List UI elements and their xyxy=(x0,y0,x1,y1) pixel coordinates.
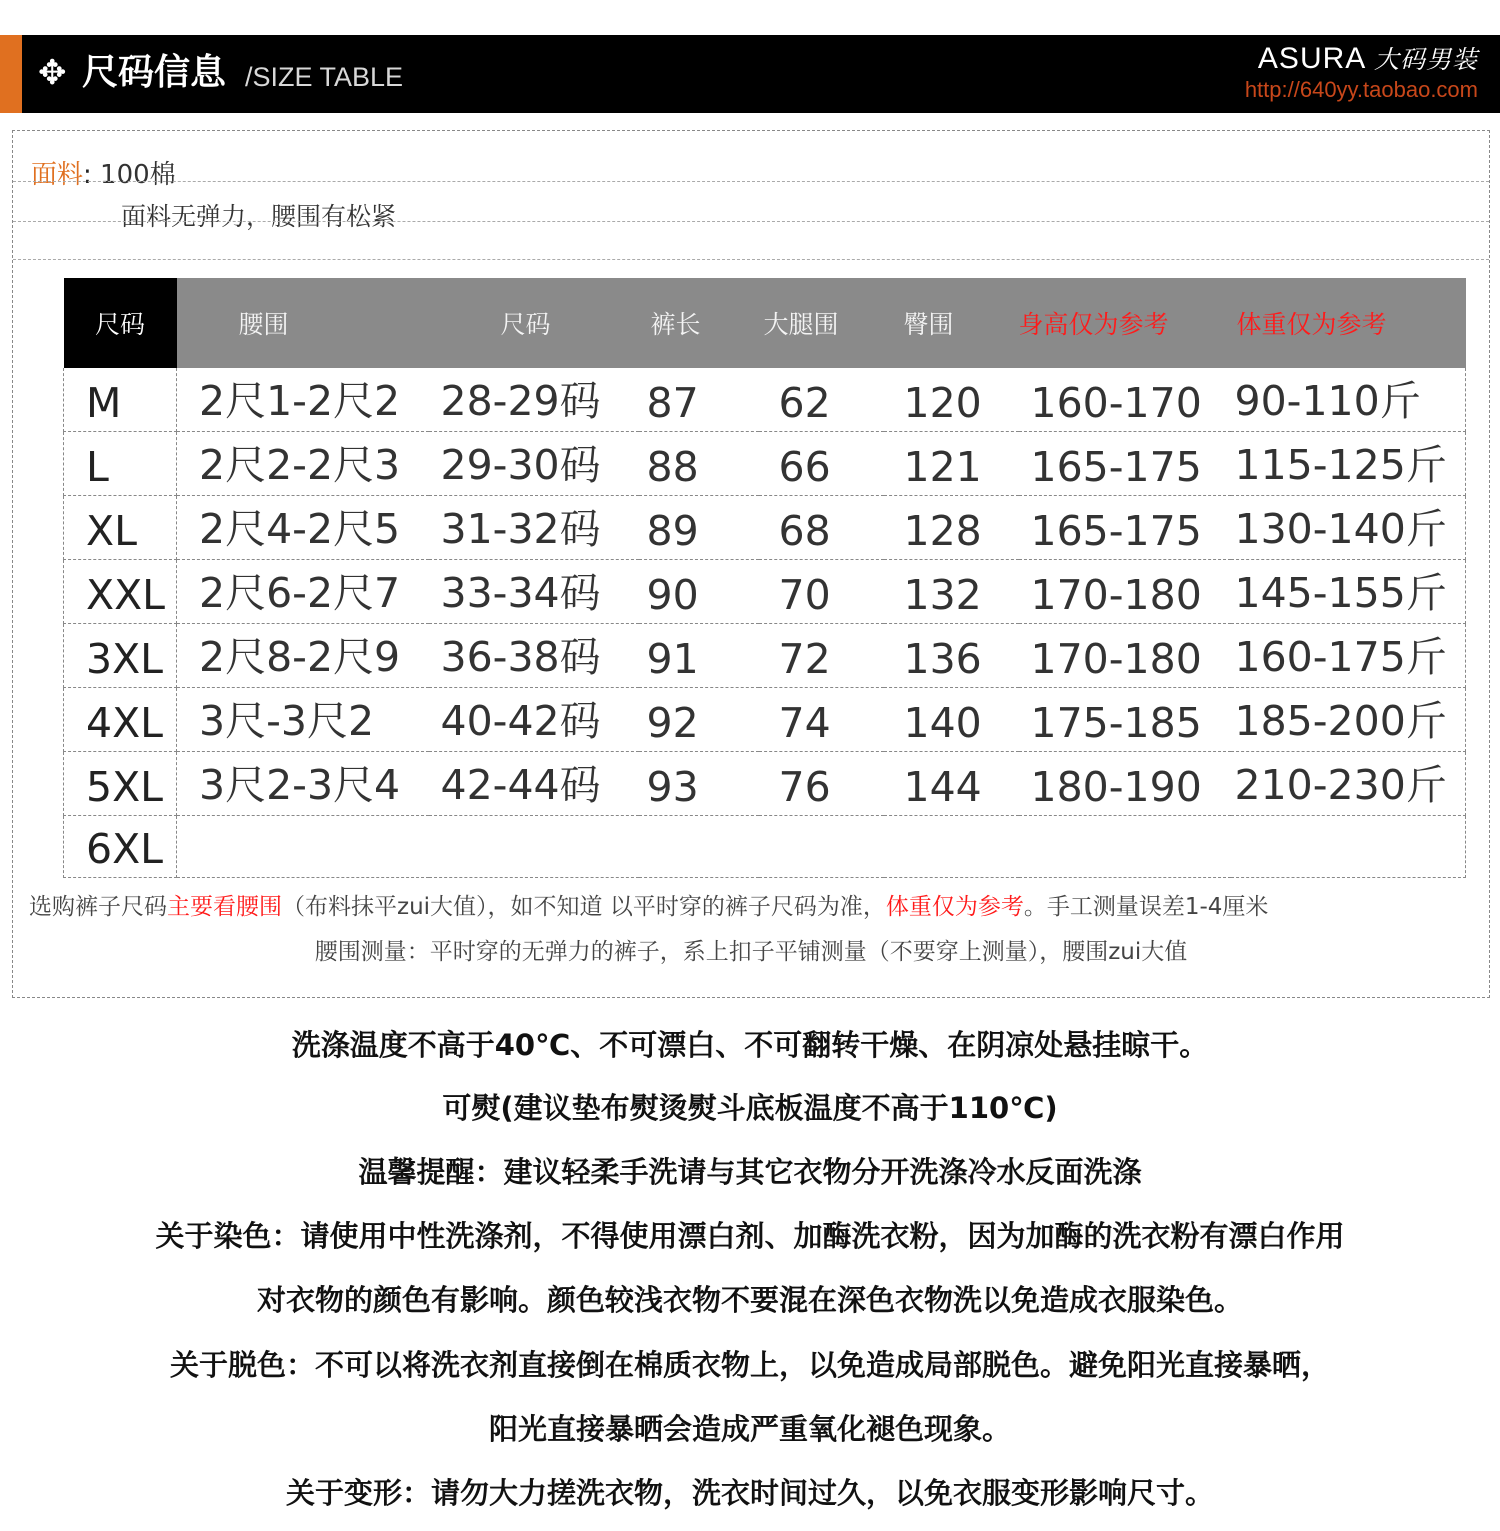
cell-value: 36-38码 xyxy=(440,633,601,681)
cell-value: 90-110斤 xyxy=(1234,377,1421,425)
table-cell xyxy=(177,688,429,752)
table-cell xyxy=(639,432,759,496)
header-accent xyxy=(0,35,22,113)
cell-value: 42-44码 xyxy=(440,761,601,809)
table-cell xyxy=(1231,688,1466,752)
cell-value xyxy=(1019,863,1031,867)
cell-value: 160-175斤 xyxy=(1234,633,1447,681)
cell-value: 62 xyxy=(778,379,831,427)
table-header-row xyxy=(64,278,1466,368)
waist-measure-note: 腰围测量：平时穿的无弹力的裤子，系上扣子平铺测量（不要穿上测量），腰围zui大值 xyxy=(314,939,1188,965)
cell-value: XL xyxy=(86,507,137,555)
cell-value: 140 xyxy=(903,699,982,747)
cell-value: 76 xyxy=(778,763,831,811)
cell-value: 130-140斤 xyxy=(1234,505,1447,553)
table-cell xyxy=(884,368,1019,432)
cell-value: 28-29码 xyxy=(440,377,601,425)
note-highlight: 体重仅为参考 xyxy=(885,894,1024,920)
table-cell xyxy=(177,624,429,688)
table-cell xyxy=(64,816,177,878)
table-row xyxy=(64,816,1466,878)
divider xyxy=(13,181,1489,182)
header-bar xyxy=(0,35,1500,113)
table-cell xyxy=(639,624,759,688)
cell-value: 136 xyxy=(903,635,982,683)
table-cell xyxy=(177,496,429,560)
table-cell xyxy=(177,368,429,432)
table-cell xyxy=(1019,624,1231,688)
table-cell xyxy=(64,560,177,624)
table-cell xyxy=(759,752,884,816)
fabric-line xyxy=(31,159,176,191)
care-line: 温馨提醒：建议轻柔手洗请与其它衣物分开洗涤冷水反面洗涤 xyxy=(358,1155,1142,1189)
cell-value: 144 xyxy=(903,763,982,811)
move-cross-icon: ✥ xyxy=(38,53,67,93)
table-cell xyxy=(639,560,759,624)
table-cell xyxy=(759,624,884,688)
cell-value xyxy=(759,863,779,867)
cell-value xyxy=(1231,863,1235,867)
col-header-height: 身高仅为参考 xyxy=(1019,278,1231,368)
table-cell xyxy=(1231,432,1466,496)
cell-value: 5XL xyxy=(86,763,164,811)
cell-value: 68 xyxy=(778,507,831,555)
care-line: 可熨(建议垫布熨烫熨斗底板温度不高于110℃) xyxy=(442,1091,1058,1125)
care-line: 洗涤温度不高于40℃、不可漂白、不可翻转干燥、在阴凉处悬挂晾干。 xyxy=(291,1028,1209,1062)
cell-value: 6XL xyxy=(86,825,164,873)
table-cell xyxy=(64,496,177,560)
table-cell xyxy=(64,752,177,816)
cell-value: 121 xyxy=(903,443,982,491)
table-cell xyxy=(1231,560,1466,624)
table-cell xyxy=(884,816,1019,878)
col-header-size: 尺码 xyxy=(64,278,177,368)
cell-value: 165-175 xyxy=(1030,443,1202,491)
cell-value: 91 xyxy=(646,635,699,683)
table-cell xyxy=(639,816,759,878)
care-line: 关于染色：请使用中性洗涤剂，不得使用漂白剂、加酶洗衣粉，因为加酶的洗衣粉有漂白作用 xyxy=(155,1219,1345,1253)
table-cell xyxy=(884,688,1019,752)
cell-value: 165-175 xyxy=(1030,507,1202,555)
table-cell xyxy=(1231,816,1466,878)
cell-value: 2尺8-2尺9 xyxy=(199,633,401,681)
care-line: 关于变形：请勿大力搓洗衣物，洗衣时间过久，以免衣服变形影响尺寸。 xyxy=(285,1476,1214,1510)
divider xyxy=(13,259,1489,260)
cell-value: 175-185 xyxy=(1030,699,1202,747)
table-cell xyxy=(429,752,639,816)
table-cell xyxy=(759,816,884,878)
table-cell xyxy=(884,752,1019,816)
table-cell xyxy=(1019,496,1231,560)
cell-value: 92 xyxy=(646,699,699,747)
fabric-label: 面料 xyxy=(31,160,84,190)
table-cell xyxy=(639,496,759,560)
table-row xyxy=(64,560,1466,624)
table-cell xyxy=(64,368,177,432)
table-cell xyxy=(759,688,884,752)
cell-value: 210-230斤 xyxy=(1234,761,1447,809)
cell-value: 3尺-3尺2 xyxy=(199,697,375,745)
table-cell xyxy=(884,496,1019,560)
cell-value: 2尺1-2尺2 xyxy=(199,377,401,425)
table-cell xyxy=(759,368,884,432)
table-cell xyxy=(1231,368,1466,432)
cell-value xyxy=(884,863,904,867)
cell-value: L xyxy=(86,443,109,491)
size-table xyxy=(63,278,1466,878)
cell-value: 120 xyxy=(903,379,982,427)
cell-value: 87 xyxy=(646,379,699,427)
cell-value: 29-30码 xyxy=(440,441,601,489)
table-row xyxy=(64,688,1466,752)
cell-value: 4XL xyxy=(86,699,164,747)
cell-value: 2尺4-2尺5 xyxy=(199,505,401,553)
table-cell xyxy=(177,752,429,816)
table-cell xyxy=(884,624,1019,688)
cell-value: 88 xyxy=(646,443,699,491)
cell-value: 66 xyxy=(778,443,831,491)
table-cell xyxy=(1231,752,1466,816)
note-text: 选购裤子尺码 xyxy=(29,894,167,920)
table-cell xyxy=(884,432,1019,496)
table-cell xyxy=(1019,752,1231,816)
table-cell xyxy=(639,688,759,752)
col-header-waist: 腰围 xyxy=(177,278,429,368)
table-cell xyxy=(759,496,884,560)
fabric-value: 100棉 xyxy=(100,160,176,190)
brand-cn: 大码男装 xyxy=(1373,45,1478,74)
table-cell xyxy=(177,560,429,624)
page-subtitle: /SIZE TABLE xyxy=(245,62,404,92)
cell-value: XXL xyxy=(86,571,166,619)
table-cell xyxy=(1231,624,1466,688)
col-header-weight: 体重仅为参考 xyxy=(1231,278,1466,368)
table-cell xyxy=(759,560,884,624)
cell-value xyxy=(429,863,441,867)
brand-name: ASURA xyxy=(1257,42,1365,75)
size-info-box xyxy=(12,130,1490,998)
table-cell xyxy=(177,816,429,878)
table-cell xyxy=(429,368,639,432)
table-cell xyxy=(1019,432,1231,496)
note-text: 。手工测量误差1-4厘米 xyxy=(1023,894,1269,920)
col-header-thigh: 大腿围 xyxy=(759,278,884,368)
cell-value: 3尺2-3尺4 xyxy=(199,761,401,809)
care-line: 阳光直接暴晒会造成严重氧化褪色现象。 xyxy=(488,1412,1011,1446)
col-header-length: 裤长 xyxy=(639,278,759,368)
cell-value xyxy=(177,863,199,867)
note-text: （布料抹平zui大值），如不知道 以平时穿的裤子尺码为准， xyxy=(282,894,886,920)
table-cell xyxy=(639,368,759,432)
table-cell xyxy=(429,560,639,624)
cell-value: 3XL xyxy=(86,635,164,683)
table-cell xyxy=(1019,688,1231,752)
cell-value xyxy=(639,863,647,867)
cell-value: 180-190 xyxy=(1030,763,1202,811)
table-cell xyxy=(639,752,759,816)
table-cell xyxy=(884,560,1019,624)
table-row xyxy=(64,624,1466,688)
cell-value: 40-42码 xyxy=(440,697,601,745)
cell-value: M xyxy=(86,379,122,427)
table-cell xyxy=(64,624,177,688)
table-cell xyxy=(177,432,429,496)
cell-value: 70 xyxy=(778,571,831,619)
table-row xyxy=(64,368,1466,432)
cell-value: 33-34码 xyxy=(440,569,601,617)
brand-logo xyxy=(1258,41,1478,78)
cell-value: 132 xyxy=(903,571,982,619)
fabric-colon: : xyxy=(83,160,92,190)
table-cell xyxy=(1019,560,1231,624)
cell-value: 72 xyxy=(778,635,831,683)
table-row xyxy=(64,496,1466,560)
cell-value: 2尺6-2尺7 xyxy=(199,569,401,617)
table-cell xyxy=(1231,496,1466,560)
page-title: 尺码信息 xyxy=(82,52,227,93)
cell-value: 74 xyxy=(778,699,831,747)
cell-value: 31-32码 xyxy=(440,505,601,553)
table-cell xyxy=(64,432,177,496)
table-cell xyxy=(429,688,639,752)
cell-value: 115-125斤 xyxy=(1234,441,1447,489)
cell-value: 160-170 xyxy=(1030,379,1202,427)
table-cell xyxy=(1019,816,1231,878)
size-note xyxy=(29,891,1479,923)
table-row xyxy=(64,432,1466,496)
table-cell xyxy=(429,816,639,878)
table-cell xyxy=(429,496,639,560)
cell-value: 170-180 xyxy=(1030,635,1202,683)
table-row xyxy=(64,752,1466,816)
col-header-hip: 臀围 xyxy=(884,278,1019,368)
col-header-size-code: 尺码 xyxy=(429,278,639,368)
cell-value: 90 xyxy=(646,571,699,619)
cell-value: 89 xyxy=(646,507,699,555)
care-line: 对衣物的颜色有影响。颜色较浅衣物不要混在深色衣物洗以免造成衣服染色。 xyxy=(256,1283,1243,1317)
cell-value: 145-155斤 xyxy=(1234,569,1447,617)
cell-value: 128 xyxy=(903,507,982,555)
table-cell xyxy=(759,432,884,496)
cell-value: 93 xyxy=(646,763,699,811)
note-highlight: 主要看腰围 xyxy=(167,894,282,920)
fabric-note: 面料无弹力，腰围有松紧 xyxy=(121,202,397,231)
cell-value: 2尺2-2尺3 xyxy=(199,441,401,489)
table-cell xyxy=(429,624,639,688)
table-cell xyxy=(64,688,177,752)
cell-value: 170-180 xyxy=(1030,571,1202,619)
table-cell xyxy=(1019,368,1231,432)
table-cell xyxy=(429,432,639,496)
cell-value: 185-200斤 xyxy=(1234,697,1447,745)
divider xyxy=(13,221,1489,222)
brand-url[interactable]: http://640yy.taobao.com xyxy=(1244,77,1478,102)
care-line: 关于脱色：不可以将洗衣剂直接倒在棉质衣物上，以免造成局部脱色。避免阳光直接暴晒， xyxy=(169,1348,1330,1382)
